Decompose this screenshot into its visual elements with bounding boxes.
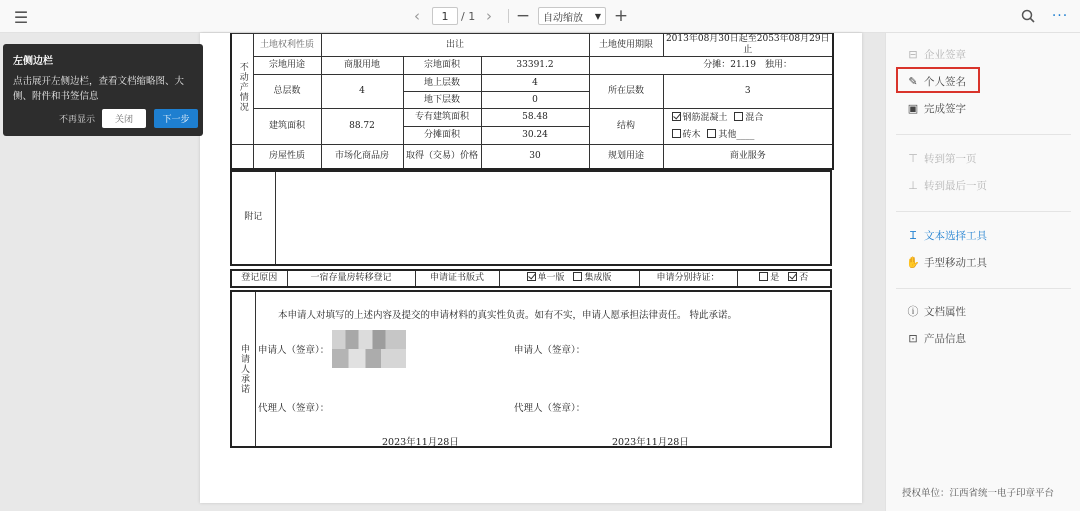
close-button[interactable]: 关闭: [102, 109, 146, 128]
cell-building-area-label: 建筑面积: [253, 109, 321, 145]
pledge-side-label: 申请人承诺: [232, 292, 256, 446]
date-right: 2023年11月28日: [612, 436, 689, 448]
toolbar-divider: [508, 9, 509, 23]
checkbox-no: [788, 272, 797, 281]
remark-label: 附记: [231, 171, 275, 265]
page-number-input[interactable]: 1: [432, 7, 458, 25]
seal-icon: ⊟: [908, 47, 918, 61]
text-select-tool-button[interactable]: [906, 225, 987, 245]
toolbar: [0, 0, 1080, 33]
finish-sign-label: 完成签字: [924, 102, 966, 115]
goto-first-label: 转到第一页: [924, 152, 977, 165]
zoom-value: 自动缩放: [543, 12, 583, 24]
hand-icon: ✋: [906, 255, 920, 269]
product-info-label: 产品信息: [924, 332, 966, 345]
page-count: / 1: [461, 9, 476, 23]
checkbox-mixed: [734, 112, 743, 121]
arrow-to-top-icon: ⊤: [908, 151, 918, 165]
tooltip-title: 左侧边栏: [13, 56, 53, 67]
cell-shared-area-label: 分摊面积: [403, 127, 481, 145]
finish-sign-button[interactable]: [906, 98, 966, 118]
applicant-right-label: 申请人（签章）：: [514, 344, 586, 356]
applicant-pledge: [230, 290, 832, 448]
cell-exclusive-area-label: 专有建筑面积: [403, 109, 481, 127]
zoom-in-button[interactable]: +: [613, 6, 629, 26]
panel-divider: [896, 134, 1071, 135]
cell-price-value: 30: [481, 145, 589, 169]
checkbox-brick: [672, 129, 681, 138]
next-page-button[interactable]: ›: [486, 7, 492, 25]
cell-empty: [231, 145, 253, 169]
cell-land-term-label: 土地使用期限: [589, 34, 663, 57]
cert-format-label: 申请证书版式: [415, 270, 499, 287]
cell-shared-area-value: 30.24: [481, 127, 589, 145]
cell-exclusive-area-value: 58.48: [481, 109, 589, 127]
cell-total-floors-value: 4: [321, 75, 403, 109]
checkbox-yes: [759, 272, 768, 281]
remark-content: [275, 171, 831, 265]
option-other: 其他____: [718, 129, 755, 140]
hold-cert-label: 申请分别持证：: [639, 270, 737, 287]
remark-table: [230, 170, 832, 266]
reason-table: [230, 269, 832, 288]
checkbox-single: [527, 272, 536, 281]
cell-land-use-value: 商服用地: [321, 57, 403, 75]
cell-structure-label: 结构: [589, 109, 663, 145]
cell-planned-use-label: 规划用途: [589, 145, 663, 169]
goto-last-label: 转到最后一页: [924, 179, 987, 192]
property-table: [230, 33, 834, 170]
reason-value: 一宿存量房转移登记: [287, 270, 415, 287]
cell-below-floors-label: 地下层数: [403, 92, 481, 109]
checkbox-other: [707, 129, 716, 138]
cell-land-area-label: 宗地面积: [403, 57, 481, 75]
cell-building-area-value: 88.72: [321, 109, 403, 145]
authorized-unit: 授权单位：江西省统一电子印章平台: [902, 488, 1055, 499]
arrow-to-bottom-icon: ⊥: [908, 178, 918, 192]
goto-last-page-button[interactable]: [906, 175, 987, 195]
cell-house-nature-label: 房屋性质: [253, 145, 321, 169]
previous-page-button[interactable]: ‹: [414, 7, 420, 25]
cell-floor-value: 3: [663, 75, 833, 109]
panel-divider: [896, 288, 1071, 289]
cell-land-area-value: 33391.2: [481, 57, 589, 75]
document-check-icon: ▣: [907, 101, 919, 115]
text-cursor-icon: Ɪ: [909, 228, 917, 242]
zoom-select[interactable]: [538, 7, 606, 25]
tooltip-actions: [3, 109, 203, 129]
document-content: [230, 33, 832, 448]
option-yes: 是: [770, 273, 780, 283]
cell-land-right-value: 出让: [321, 34, 589, 57]
more-options-icon[interactable]: ···: [1051, 8, 1069, 24]
cell-below-floors-value: 0: [481, 92, 589, 109]
sidebar-tooltip: [3, 44, 203, 136]
pledge-statement: 本申请人对填写的上述内容及提交的申请材料的真实性负责。如有不实，申请人愿承担法律责任。 特此承诺。: [278, 309, 738, 321]
next-step-button[interactable]: 下一步: [154, 109, 198, 128]
redacted-signature: [332, 330, 406, 368]
cert-format-options: [499, 270, 639, 287]
document-page: [200, 33, 862, 503]
cell-floor-label: 所在层数: [589, 75, 663, 109]
option-brick: 砖木: [682, 129, 701, 140]
company-seal-label: 企业签章: [924, 48, 966, 61]
box-icon: ⊡: [908, 331, 918, 345]
document-properties-button[interactable]: [906, 301, 966, 321]
zoom-out-button[interactable]: −: [515, 6, 531, 26]
option-mixed: 混合: [745, 112, 764, 123]
checkbox-concrete: [672, 112, 681, 121]
cell-share-value: 分摊：21.19 独用：: [589, 57, 833, 75]
cell-above-floors-value: 4: [481, 75, 589, 92]
cell-land-right-nature: 土地权利性质: [253, 34, 321, 57]
cell-total-floors-label: 总层数: [253, 75, 321, 109]
sidebar-toggle-icon[interactable]: ☰: [13, 7, 29, 27]
cell-land-term-value: 2013年08月30日起至2053年08月29日止: [663, 34, 833, 57]
cell-planned-use-value: 商业服务: [663, 145, 833, 169]
personal-sign-label: 个人签名: [924, 75, 966, 88]
chevron-down-icon: ▼: [594, 11, 601, 21]
option-no: 否: [799, 273, 809, 283]
text-select-label: 文本选择工具: [924, 229, 987, 242]
pen-icon: ✎: [908, 74, 918, 88]
cell-price-label: 取得（交易）价格: [403, 145, 481, 169]
product-info-button[interactable]: [906, 328, 966, 348]
dont-show-again-link[interactable]: 不再显示: [59, 115, 96, 125]
hold-cert-options: [737, 270, 831, 287]
info-icon: ⓘ: [907, 305, 919, 318]
cell-above-floors-label: 地上层数: [403, 75, 481, 92]
agent-left-label: 代理人（签章）：: [258, 402, 330, 414]
section-label: 不动产情况: [231, 34, 253, 145]
goto-first-page-button[interactable]: [906, 148, 977, 168]
document-properties-label: 文档属性: [924, 305, 966, 318]
cell-house-nature-value: 市场化商品房: [321, 145, 403, 169]
reason-label: 登记原因: [231, 270, 287, 287]
agent-right-label: 代理人（签章）：: [514, 402, 586, 414]
applicant-left-label: 申请人（签章）：: [258, 344, 330, 356]
hand-tool-button[interactable]: [906, 252, 987, 272]
personal-sign-button[interactable]: [906, 71, 966, 91]
option-concrete: 钢筋混凝土: [682, 112, 728, 123]
search-icon[interactable]: [1018, 6, 1038, 26]
option-integrated: 集成版: [584, 273, 612, 283]
date-left: 2023年11月28日: [382, 436, 459, 448]
panel-divider: [896, 211, 1071, 212]
hand-tool-label: 手型移动工具: [924, 256, 987, 269]
checkbox-integrated: [573, 272, 582, 281]
company-seal-button[interactable]: [906, 44, 966, 64]
cell-land-use-label: 宗地用途: [253, 57, 321, 75]
option-single: 单一版: [537, 273, 565, 283]
cell-structure-options: [663, 109, 833, 145]
tooltip-body: 点击展开左侧边栏，查看文档缩略图、大侧、附件和书签信息: [13, 76, 185, 102]
right-panel: [885, 33, 1080, 511]
